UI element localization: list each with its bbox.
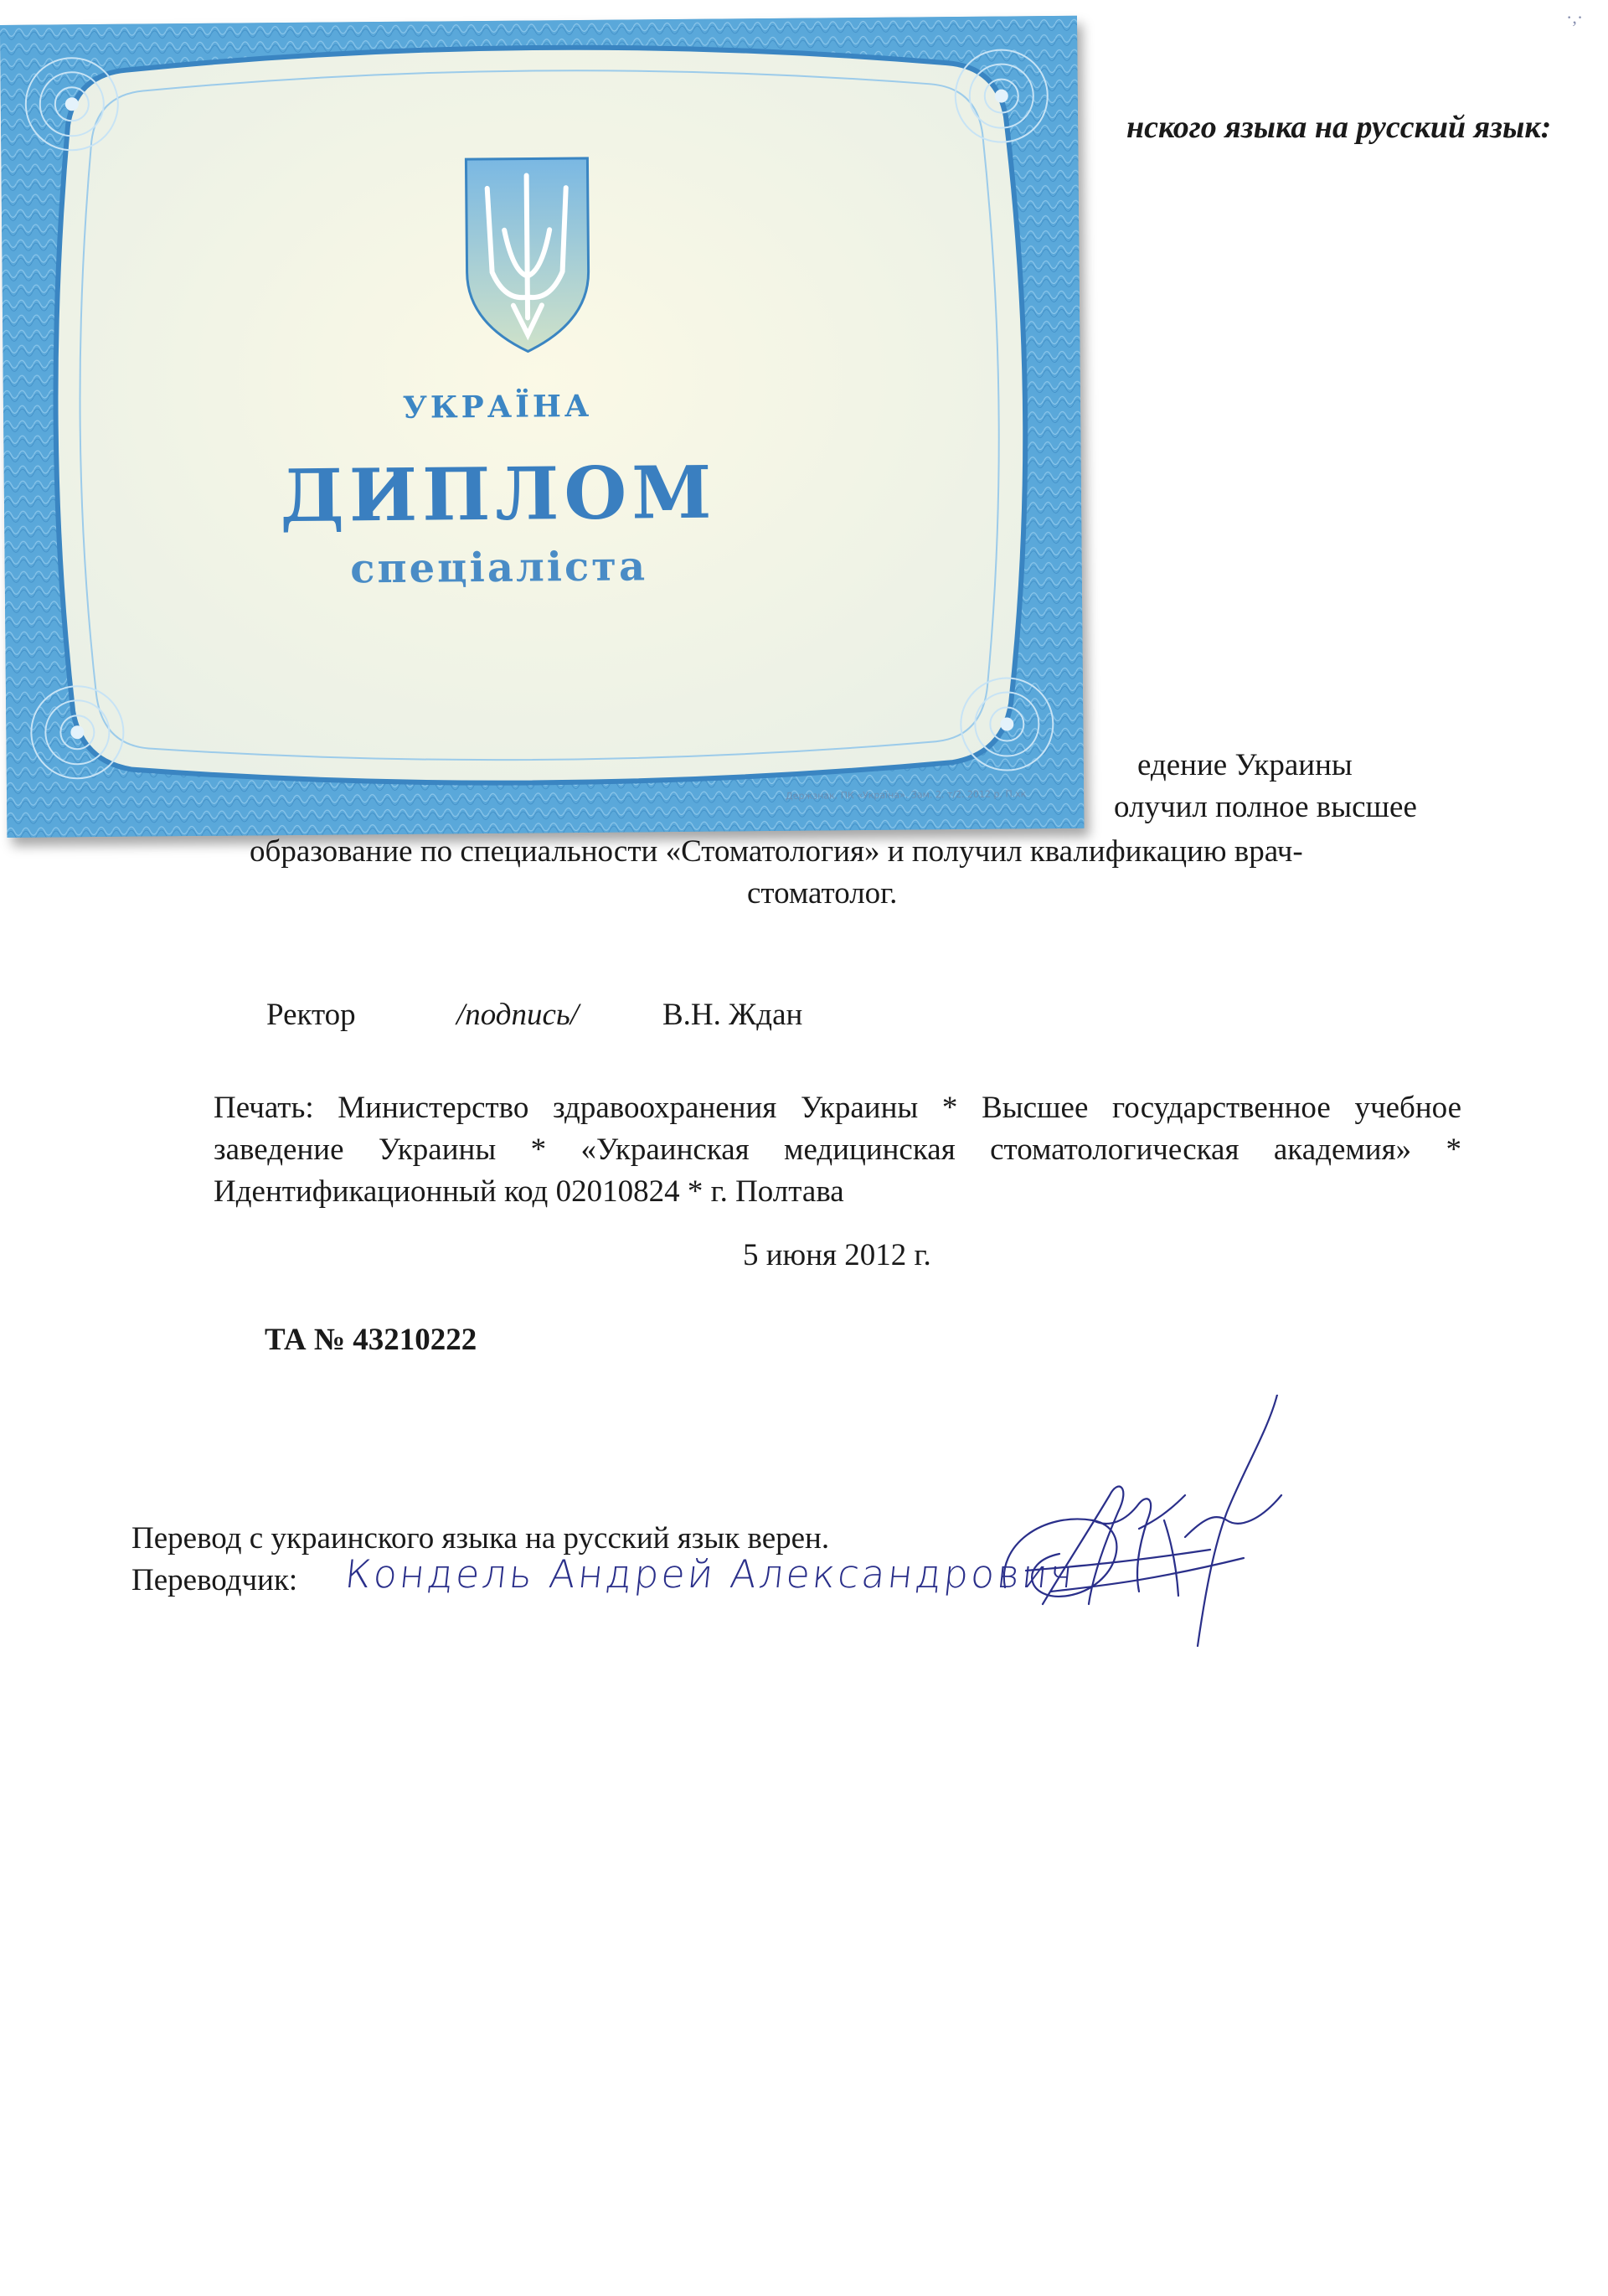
- translator-signature: [992, 1395, 1294, 1696]
- diploma-subtitle: спеціаліста: [350, 543, 648, 593]
- seal-description: [214, 1087, 1461, 1213]
- paragraph-line: олучил полное высшее: [1114, 790, 1417, 824]
- paragraph-line: образование по специальности «Стоматология» и получил квалификацию врач-: [250, 834, 1303, 869]
- corner-ink-mark: ·,·: [1566, 7, 1584, 28]
- seal-line: заведение Украины * «Украинская медицинская стоматологическая академия» *: [214, 1133, 1461, 1167]
- signature-note: /подпись/: [456, 998, 580, 1032]
- seal-line: Идентификационный код 02010824 * г. Полтава: [214, 1174, 844, 1209]
- paragraph-line: стоматолог.: [747, 876, 898, 911]
- paragraph-line: едение Украины: [1137, 748, 1353, 782]
- diploma-title: ДИПЛОМ: [279, 450, 717, 539]
- seal-line: Печать: Министерство здравоохранения Украины * Высшее государственное учебное: [214, 1091, 1461, 1125]
- translation-header-partial: нского языка на русский язык:: [1126, 110, 1552, 145]
- issue-date: 5 июня 2012 г.: [743, 1238, 931, 1272]
- translation-verification: Перевод с украинского языка на русский язык верен.: [131, 1521, 830, 1556]
- rector-name: В.Н. Ждан: [662, 998, 803, 1032]
- translator-label: Переводчик:: [131, 1563, 298, 1597]
- rector-title: Ректор: [266, 998, 356, 1032]
- translator-name-handwritten: Кондель Андрей Александрович: [343, 1551, 1078, 1597]
- diploma-printer-line: Держзнак. ПК «Україна». Зам. 2. т/2. 2012 р. П.хк: [786, 788, 1027, 802]
- diploma-serial-number: ТА № 43210222: [265, 1323, 477, 1357]
- diploma-country: УКРАЇНА: [402, 388, 593, 426]
- diploma-cover: [0, 16, 1084, 838]
